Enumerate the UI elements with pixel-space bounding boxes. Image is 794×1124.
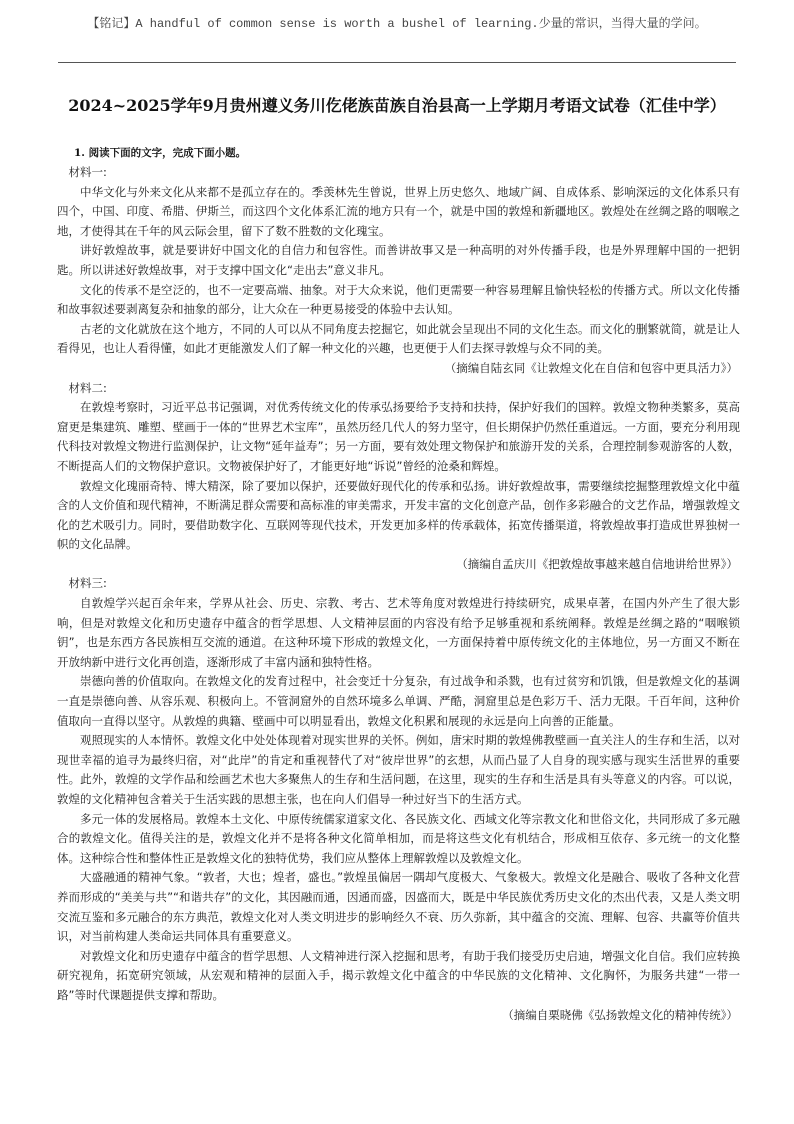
material-2-paragraph: 在敦煌考察时，习近平总书记强调，对优秀传统文化的传承弘扬要给予支持和扶持，保护好我们的国粹。敦煌文物种类繁多，莫高窟更是集建筑、雕塑、壁画于一体的“世界艺术宝库”，虽然历经几代人的努力坚守，但长期保护仍然任重道远。一方面，要充分利用现代科技对敦煌文物进行监测保护，让文物“延年益寿”；另一方面，要有效处理文物保护和旅游开发的关系，合理控制参观游客的人数，不断提高人们的文物保护意识。文物被保护好了，才能更好地“诉说”曾经的沧桑和辉煌。 <box>57 400 740 473</box>
material-3-source: （摘编自栗晓佛《弘扬敦煌文化的精神传统》） <box>502 1007 738 1022</box>
material-2-paragraph: 敦煌文化瑰丽奇特、博大精深，除了要加以保护，还要做好现代化的传承和弘扬。讲好敦煌故事，需要继续挖掘整理敦煌文化中蕴含的人文价值和现代精神，不断满足群众需要和高标准的审美需求，开发丰富的文化创意产品，创作多彩融合的文艺作品，增强敦煌文化的艺术吸引力。同时，要借助数字化、互联网等现代技术，开发更加多样的传承载体，拓宽传播渠道，将敦煌故事打造成世界独树一帜的文化品牌。 <box>57 478 740 552</box>
material-3-paragraph: 多元一体的发展格局。敦煌本土文化、中原传统儒家道家文化、各民族文化、西域文化等宗教文化和世俗文化，共同形成了多元融合的敦煌文化。值得关注的是，敦煌文化并不是将各种文化简单相加，而是将这些文化有机结合，形成相互依存、多元统一的文化整体。这种综合性和整体性正是敦煌文化的独特优势，我们应从整体上理解敦煌以及敦煌文化。 <box>57 811 740 865</box>
material-2-source: （摘编自孟庆川《把敦煌故事越来越自信地讲给世界》） <box>456 556 738 571</box>
material-1-paragraph: 古老的文化就放在这个地方，不同的人可以从不同角度去挖掘它，如此就会呈现出不同的文化生态。而文化的删繁就简，就是让人看得见，也让人看得懂，如此才更能激发人们了解一种文化的兴趣，也更便于人们去探寻敦煌与众不同的美。 <box>57 321 740 356</box>
header-motto: 【铭记】A handful of common sense is worth a bushel of learning.少量的常识，当得大量的学问。 <box>87 16 707 31</box>
material-1-paragraph: 讲好敦煌故事，就是要讲好中国文化的自信力和包容性。而善讲故事又是一种高明的对外传播手段，也是外界理解中国的一把钥匙。所以讲述好敦煌故事，对于支撑中国文化“走出去”意义非凡。 <box>57 243 740 277</box>
material-1-paragraph: 中华文化与外来文化从来都不是孤立存在的。季羡林先生曾说，世界上历史悠久、地域广阔、自成体系、影响深远的文化体系只有四个，中国、印度、希腊、伊斯兰，而这四个文化体系汇流的地方只有一个，就是中国的敦煌和新疆地区。敦煌处在丝绸之路的咽喉之地，才使得其在千年的风云际会里，留下了数不胜数的文化瑰宝。 <box>57 184 740 238</box>
material-3-paragraph: 崇德向善的价值取向。在敦煌文化的发育过程中，社会变迁十分复杂，有过战争和杀戮，也有过贫穷和饥饿，但是敦煌文化的基调一直是崇德向善、从容乐观、积极向上。不管洞窟外的自然环境多么单调、严酷，洞窟里总是色彩万千、活力无限。千百年间，这种价值取向一直得以坚守。从敦煌的典籍、壁画中可以明显看出，敦煌文化积累和展现的永远是向上向善的正能量。 <box>57 674 740 728</box>
material-3-paragraph: 观照现实的人本情怀。敦煌文化中处处体现着对现实世界的关怀。例如，唐宋时期的敦煌佛教壁画一直关注人的生存和生活，以对现世幸福的追寻为最终归宿，对“此岸”的肯定和重视替代了对“彼岸世界”的玄想，从而凸显了人自身的现实感与现实生活世界的重要性。此外，敦煌的文学作品和绘画艺术也大多聚焦人的生存和生活问题，在这里，现实的生存和生活是具有头等意义的内容。可以说，敦煌的文化精神包含着关于生活实践的思想主张，也在向人们倡导一种过好当下的生活方式。 <box>57 733 740 806</box>
material-1-source: （摘编自陆玄同《让敦煌文化在自信和包容中更具活力》） <box>444 360 738 375</box>
material-2-label: 材料二: <box>68 380 107 395</box>
question-prompt: 1. 阅读下面的文字，完成下面小题。 <box>74 147 247 159</box>
material-3-paragraph: 对敦煌文化和历史遗存中蕴含的哲学思想、人文精神进行深入挖掘和思考，有助于我们接受历史启迪，增强文化自信。我们应转换研究视角，拓宽研究领域，从宏观和精神的层面入手，揭示敦煌文化中蕴含的中华民族的文化精神、文化胸怀，为服务共建“一带一路”等时代课题提供支撑和帮助。 <box>57 948 740 1002</box>
material-1-paragraph: 文化的传承不是空泛的，也不一定要高端、抽象。对于大众来说，他们更需要一种容易理解且愉快轻松的传播方式。所以文化传播和故事叙述要剥离复杂和抽象的部分，让大众在一种更易接受的体验中去认知。 <box>57 282 740 317</box>
page-title: 2024~2025学年9月贵州遵义务川仡佬族苗族自治县高一上学期月考语文试卷（汇佳中学） <box>68 96 726 115</box>
reading-passage <box>57 163 740 1025</box>
header-divider <box>58 62 736 63</box>
material-3-label: 材料三: <box>68 576 107 591</box>
material-3-paragraph: 自敦煌学兴起百余年来，学界从社会、历史、宗教、考古、艺术等角度对敦煌进行持续研究，成果卓著，在国内外产生了很大影响，但是对敦煌文化和历史遗存中蕴含的哲学思想、人文精神层面的内容没有给予足够重视和系统阐释。敦煌是丝绸之路的“咽喉锁钥”，也是东西方各民族相互交流的通道。在这种环境下形成的敦煌文化，一方面保持着中原传统文化的主体地位，另一方面又不断在开放纳新中进行文化再创造，逐渐形成了丰富内涵和独特性格。 <box>57 596 740 669</box>
material-3-paragraph: 大盛融通的精神气象。“敦者，大也；煌者，盛也。”敦煌虽偏居一隅却气度极大、气象极大。敦煌文化是融合、吸收了各种文化营养而形成的“美美与共”“和谐共存”的文化，其因融而通，因通而盛，因盛而大，既是中华民族优秀历史文化的杰出代表，又是人类文明交流互鉴和多元融合的东方典范，敦煌文化对人类文明进步的影响经久不衰、历久弥新，其中蕴含的交流、理解、包容、共赢等价值共识，对当前构建人类命运共同体具有重要意义。 <box>57 870 740 944</box>
material-1-label: 材料一: <box>68 165 107 179</box>
